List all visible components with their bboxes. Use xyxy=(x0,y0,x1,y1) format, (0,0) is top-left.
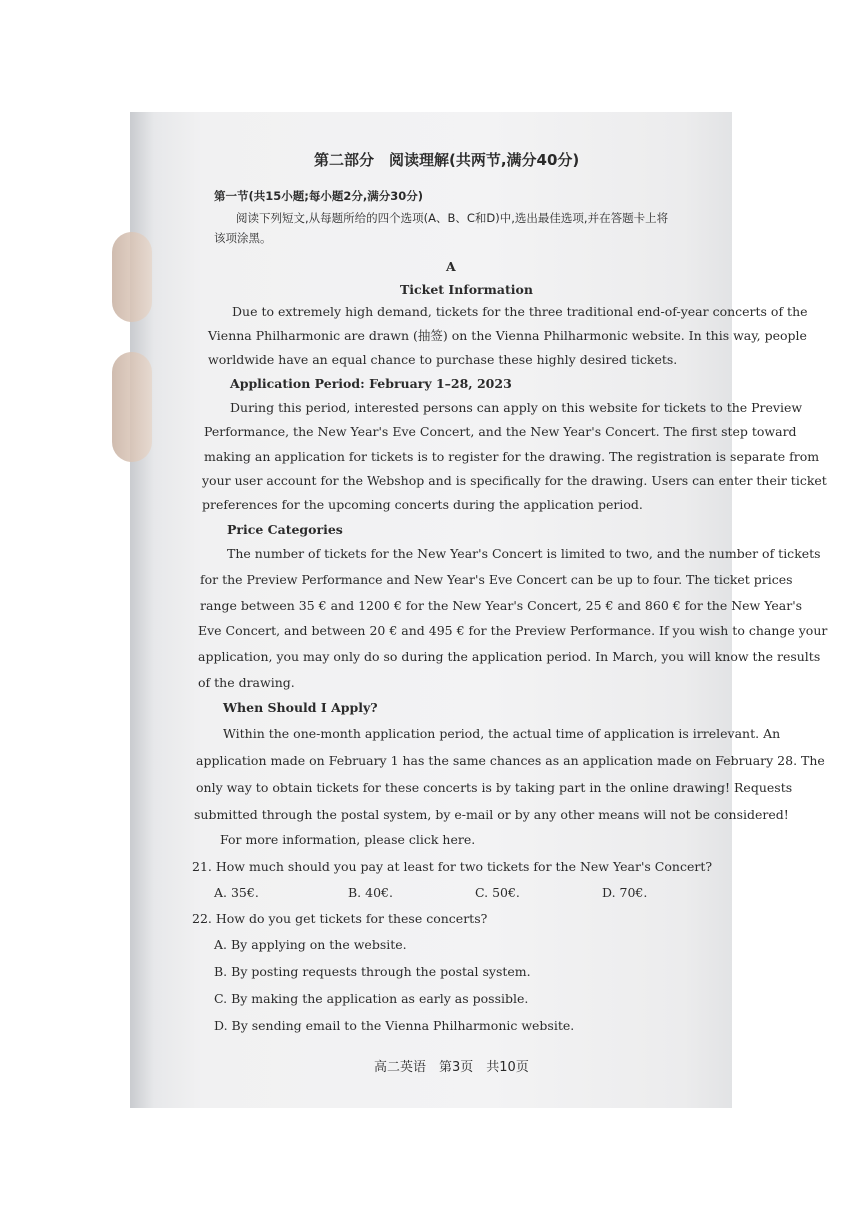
q21-option-a: A. 35€. xyxy=(214,885,259,900)
intro-line: Due to extremely high demand, tickets for the three traditional end-of-year concerts of the xyxy=(232,304,808,319)
page-footer: 高二英语 第3页 共10页 xyxy=(374,1060,529,1075)
q22-option-a: A. By applying on the website. xyxy=(214,937,407,952)
price-line: for the Preview Performance and New Year's Eve Concert can be up to four. The ticket prices xyxy=(200,572,793,587)
price-line: range between 35 € and 1200 € for the New Year's Concert, 25 € and 860 € for the New Year's xyxy=(200,598,803,613)
q21-option-b: B. 40€. xyxy=(348,885,393,900)
section-title: 第二部分 阅读理解(共两节,满分40分) xyxy=(314,151,580,169)
when-line: Within the one-month application period, the actual time of application is irrelevant. An xyxy=(223,726,781,741)
application-line: During this period, interested persons can apply on this website for tickets to the Preview xyxy=(230,400,803,415)
when-line: submitted through the postal system, by e-mail or by any other means will not be considered! xyxy=(194,807,789,822)
application-line: your user account for the Webshop and is specifically for the drawing. Users can enter their ticket xyxy=(202,473,827,488)
price-line: application, you may only do so during the application period. In March, you will know the results xyxy=(198,649,821,664)
more-info-link[interactable]: For more information, please click here. xyxy=(220,832,476,847)
price-line: Eve Concert, and between 20 € and 495 € for the Preview Performance. If you wish to change your xyxy=(198,623,828,638)
price-line: The number of tickets for the New Year's Concert is limited to two, and the number of tickets xyxy=(227,546,821,561)
application-line: making an application for tickets is to register for the drawing. The registration is separate from xyxy=(204,449,820,464)
price-heading: Price Categories xyxy=(227,522,343,537)
application-line: preferences for the upcoming concerts during the application period. xyxy=(202,497,643,512)
q21-option-d: D. 70€. xyxy=(602,885,648,900)
price-line: of the drawing. xyxy=(198,675,295,690)
question-21-stem: 21. How much should you pay at least for two tickets for the New Year's Concert? xyxy=(192,859,713,874)
when-line: application made on February 1 has the same chances as an application made on February 28. The xyxy=(196,753,825,768)
q22-option-b: B. By posting requests through the postal system. xyxy=(214,964,531,979)
when-line: only way to obtain tickets for these concerts is by taking part in the online drawing! Requests xyxy=(196,780,793,795)
instruction-line: 阅读下列短文,从每题所给的四个选项(A、B、C和D)中,选出最佳选项,并在答题卡上将 xyxy=(236,211,669,225)
subsection-title: 第一节(共15小题;每小题2分,满分30分) xyxy=(214,189,423,203)
intro-line: worldwide have an equal chance to purchase these highly desired tickets. xyxy=(208,352,678,367)
application-line: Performance, the New Year's Eve Concert, and the New Year's Concert. The first step toward xyxy=(204,424,797,439)
application-heading: Application Period: February 1–28, 2023 xyxy=(230,376,512,391)
when-heading: When Should I Apply? xyxy=(223,700,378,715)
intro-line: Vienna Philharmonic are drawn (抽签) on the Vienna Philharmonic website. In this way, people xyxy=(208,328,807,343)
q22-option-d: D. By sending email to the Vienna Philharmonic website. xyxy=(214,1018,575,1033)
exam-page xyxy=(130,112,828,1108)
question-22-stem: 22. How do you get tickets for these concerts? xyxy=(192,911,488,926)
passage-title: Ticket Information xyxy=(400,282,533,297)
scanned-page-photo xyxy=(130,112,828,1108)
passage-letter: A xyxy=(446,259,456,274)
q22-option-c: C. By making the application as early as possible. xyxy=(214,991,529,1006)
instruction-line: 该项涂黑。 xyxy=(214,231,272,245)
q21-option-c: C. 50€. xyxy=(475,885,520,900)
